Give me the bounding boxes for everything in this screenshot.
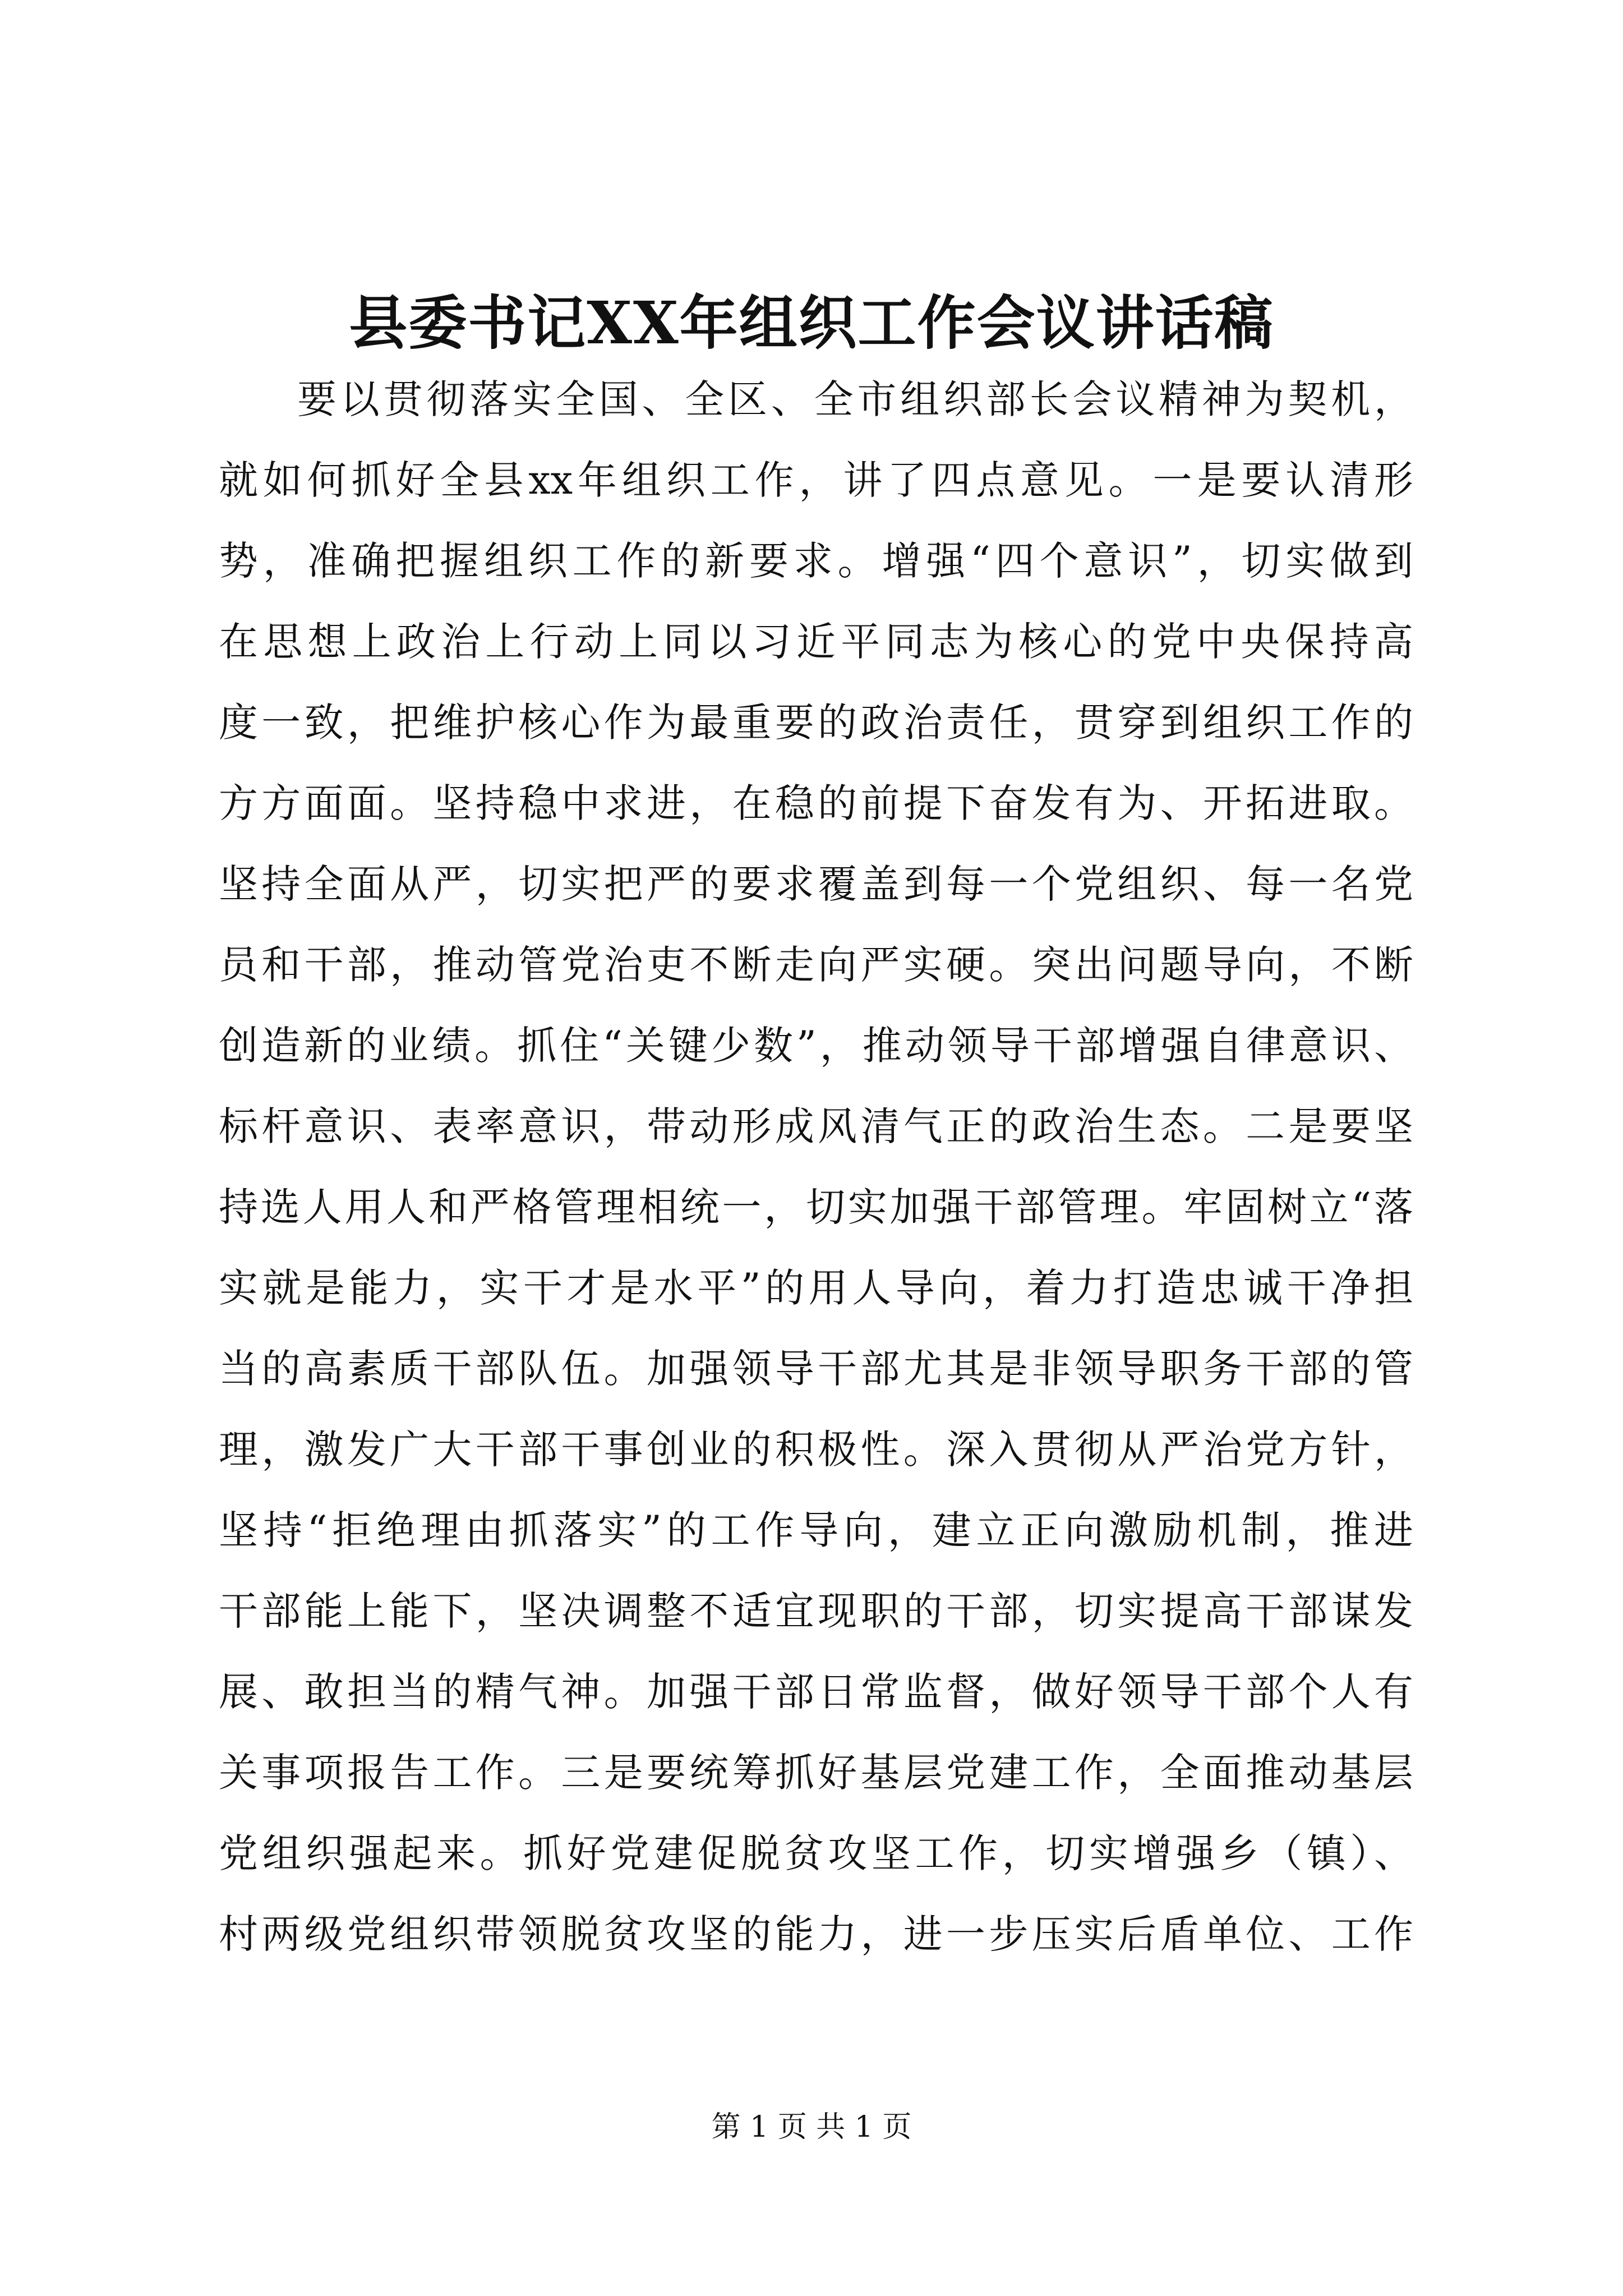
body-line: 要以贯彻落实全国、全区、全市组织部长会议精神为契机， xyxy=(297,376,1413,422)
body-line: 员和干部，推动管党治吏不断走向严实硬。突出问题导向，不断 xyxy=(219,942,1413,988)
body-line: 理，激发广大干部干事创业的积极性。深入贯彻从严治党方针， xyxy=(219,1427,1413,1473)
body-line: 持选人用人和严格管理相统一，切实加强干部管理。牢固树立“落 xyxy=(219,1184,1413,1230)
body-line: 创造新的业绩。抓住“关键少数”，推动领导干部增强自律意识、 xyxy=(219,1023,1413,1069)
body-line: 展、敢担当的精气神。加强干部日常监督，做好领导干部个人有 xyxy=(219,1669,1413,1715)
page-number-footer: 第 1 页 共 1 页 xyxy=(711,2110,912,2144)
body-line: 实就是能力，实干才是水平”的用人导向，着力打造忠诚干净担 xyxy=(219,1265,1413,1311)
body-line: 干部能上能下，坚决调整不适宜现职的干部，切实提高干部谋发 xyxy=(219,1588,1413,1634)
body-line: 势，准确把握组织工作的新要求。增强“四个意识”，切实做到 xyxy=(219,538,1413,584)
document-body xyxy=(219,359,1413,1975)
body-line: 关事项报告工作。三是要统筹抓好基层党建工作，全面推动基层 xyxy=(219,1750,1413,1796)
body-line: 坚持全面从严，切实把严的要求覆盖到每一个党组织、每一名党 xyxy=(219,861,1413,907)
body-line: 村两级党组织带领脱贫攻坚的能力，进一步压实后盾单位、工作 xyxy=(219,1911,1413,1957)
body-line: 标杆意识、表率意识，带动形成风清气正的政治生态。二是要坚 xyxy=(219,1103,1413,1149)
body-line: 当的高素质干部队伍。加强领导干部尤其是非领导职务干部的管 xyxy=(219,1346,1413,1392)
body-line: 坚持“拒绝理由抓落实”的工作导向，建立正向激励机制，推进 xyxy=(219,1507,1413,1553)
body-line: 度一致，把维护核心作为最重要的政治责任，贯穿到组织工作的 xyxy=(219,700,1413,746)
body-line: 方方面面。坚持稳中求进，在稳的前提下奋发有为、开拓进取。 xyxy=(219,780,1413,826)
body-line: 党组织强起来。抓好党建促脱贫攻坚工作，切实增强乡（镇）、 xyxy=(219,1830,1413,1876)
document-title: 县委书记XX年组织工作会议讲话稿 xyxy=(349,288,1274,357)
body-line: 就如何抓好全县xx年组织工作，讲了四点意见。一是要认清形 xyxy=(219,457,1413,503)
body-line: 在思想上政治上行动上同以习近平同志为核心的党中央保持高 xyxy=(219,619,1413,665)
